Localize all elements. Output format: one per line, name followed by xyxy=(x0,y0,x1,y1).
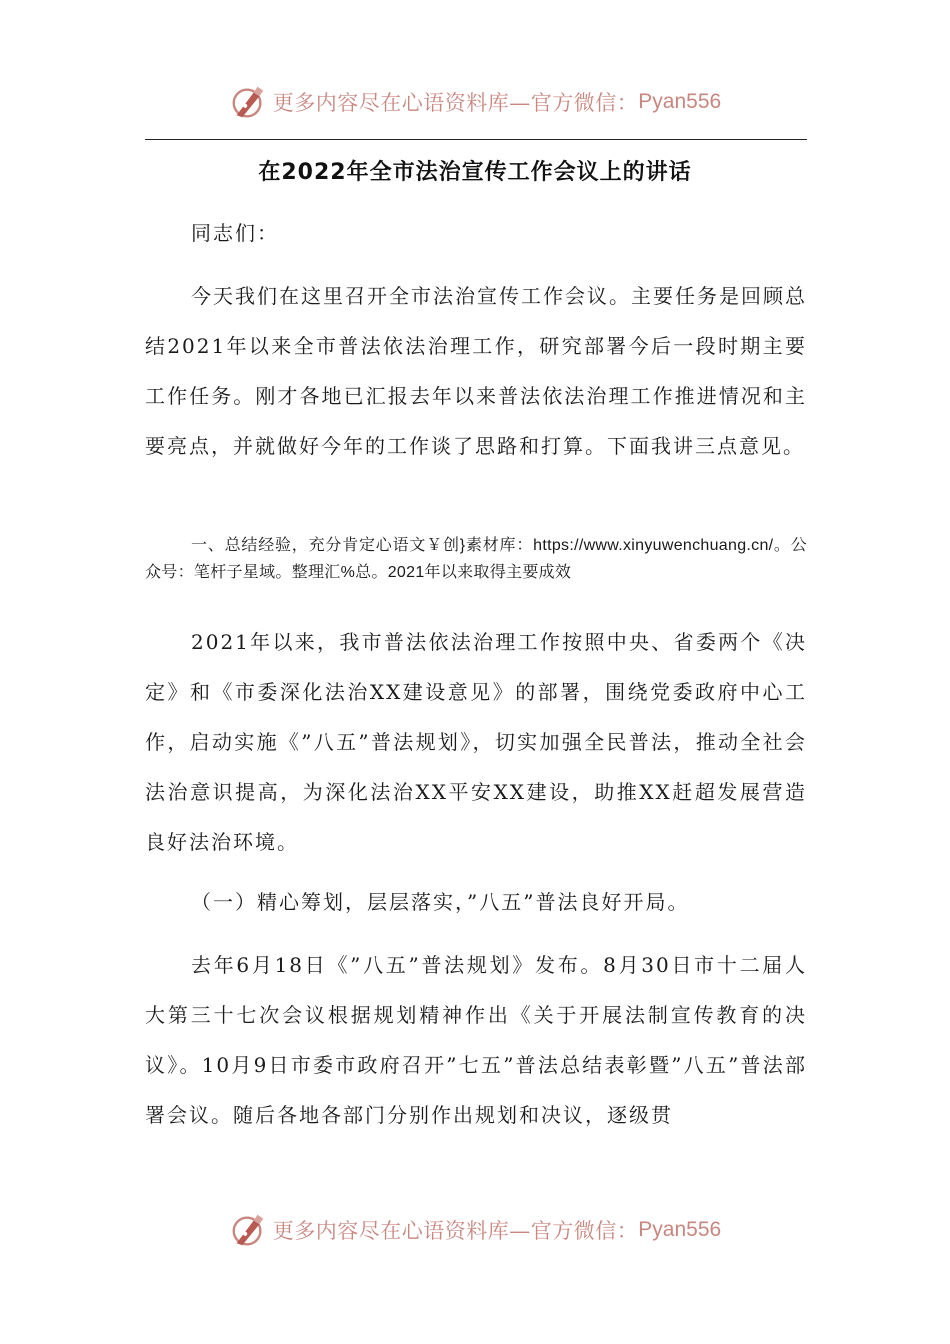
salutation: 同志们： xyxy=(191,221,279,245)
subsection-heading-1: （一）精心筹划，层层落实，”八五”普法良好开局。 xyxy=(191,890,690,914)
paragraph-planning: 去年6月18日《”八五”普法规划》发布。8月30日市十二届人大第三十七次会议根据规划精神作出《关于开展法制宣传教育的决议》。10月9日市委市政府召开”七五”普法总结表彰暨”八五”普法部署会议。随后各地各部门分别作出规划和决议，逐级贯 xyxy=(145,953,807,1127)
header-divider xyxy=(145,139,807,140)
banner-text: 更多内容尽在心语资料库—官方微信： xyxy=(272,91,639,115)
pen-nib-logo-icon xyxy=(229,83,267,121)
document-title: 在2022年全市法治宣传工作会议上的讲话 xyxy=(258,160,692,185)
paragraph-achievements: 2021年以来，我市普法依法治理工作按照中央、省委两个《决定》和《市委深化法治XX建设意见》的部署，围绕党委政府中心工作，启动实施《”八五”普法规划》，切实加强全民普法，推动全社会法治意识提高，为深化法治XX平安XX建设，助推XX赶超发展营造良好法治环境。 xyxy=(145,630,807,854)
footer-banner-text: 更多内容尽在心语资料库—官方微信： xyxy=(272,1219,639,1243)
header-banner xyxy=(0,80,950,124)
footer-banner xyxy=(0,1208,950,1252)
section-heading-1: 一、总结经验，充分肯定心语文￥创}素材库：https://www.xinyuwenchuang.cn/。公众号：笔杆子星域。整理汇%总。2021年以来取得主要成效 xyxy=(145,537,807,581)
footer-wechat-id: Pyan556 xyxy=(638,1218,722,1241)
pen-nib-logo-icon xyxy=(229,1211,267,1249)
paragraph-intro: 今天我们在这里召开全市法治宣传工作会议。主要任务是回顾总结2021年以来全市普法依法治理工作，研究部署今后一段时期主要工作任务。刚才各地已汇报去年以来普法依法治理工作推进情况和主要亮点，并就做好今年的工作谈了思路和打算。下面我讲三点意见。 xyxy=(145,284,807,458)
wechat-id: Pyan556 xyxy=(638,90,722,113)
